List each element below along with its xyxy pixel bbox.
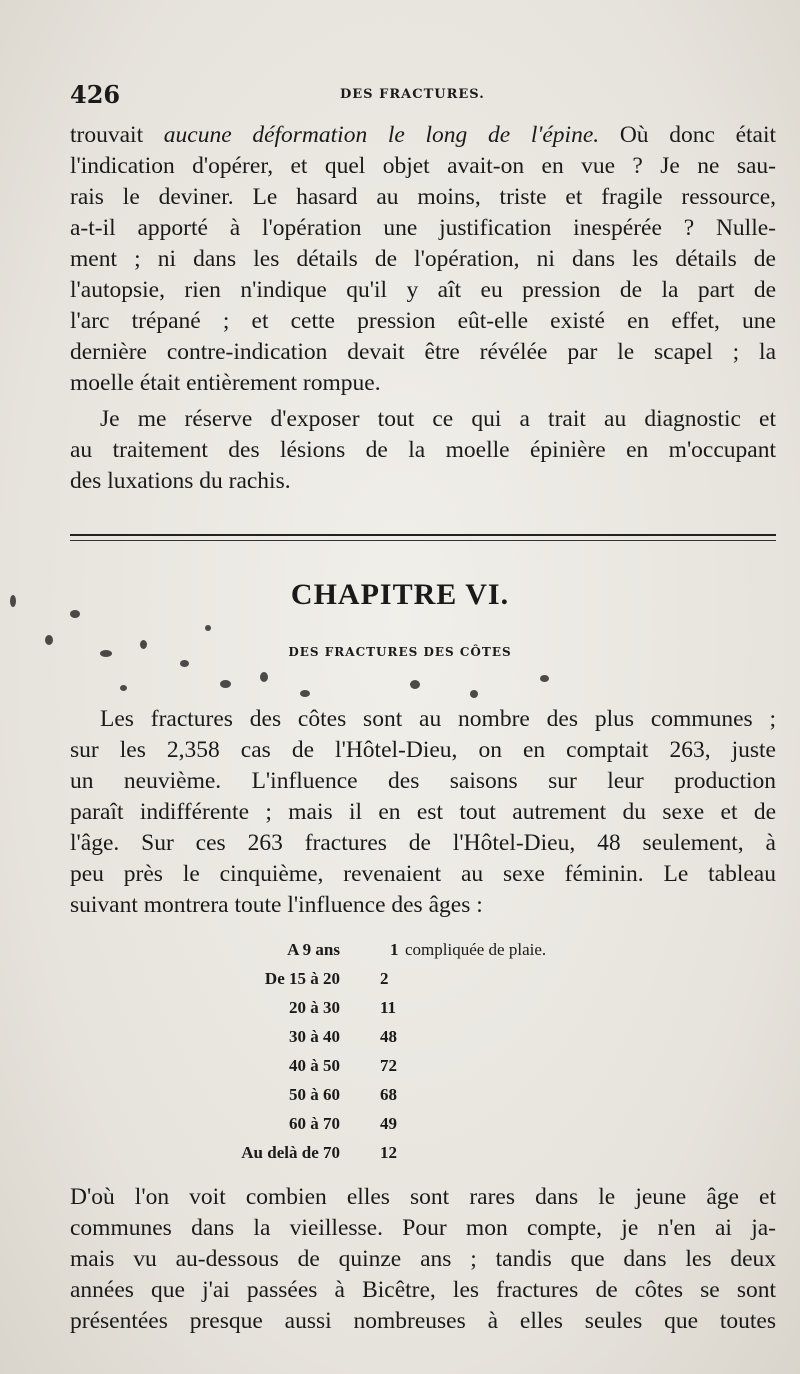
- text-line: a-t-il apporté à l'opération une justification inespérée ? Nulle-: [70, 215, 776, 241]
- age-range: A 9 ans: [287, 940, 340, 959]
- age-range: Au delà de 70: [241, 1143, 340, 1162]
- age-range: 50 à 60: [289, 1085, 340, 1104]
- text-line: présentées presque aussi nombreuses à elles seules que toutes: [70, 1308, 776, 1334]
- table-row: [200, 969, 620, 998]
- text-line: l'arc trépané ; et cette pression eût-elle existé en effet, une: [70, 308, 776, 334]
- age-range: 20 à 30: [289, 998, 340, 1017]
- text-line: Je me réserve d'exposer tout ce qui a trait au diagnostic et: [100, 406, 776, 432]
- age-range: 30 à 40: [289, 1027, 340, 1046]
- page-number: 426: [70, 80, 121, 109]
- text-line: l'autopsie, rien n'indique qu'il y aît eu pression de la part de: [70, 277, 776, 303]
- text-line: des luxations du rachis.: [70, 468, 291, 494]
- text-line: l'âge. Sur ces 263 fractures de l'Hôtel-Dieu, 48 seulement, à: [70, 830, 776, 856]
- fracture-count: 11: [380, 998, 397, 1017]
- ink-stain: [10, 595, 16, 607]
- ink-stain: [470, 690, 478, 698]
- text-line: années que j'ai passées à Bicêtre, les fractures de côtes se sont: [70, 1277, 776, 1303]
- ink-stain: [180, 660, 189, 667]
- text-line: ment ; ni dans les détails de l'opération, ni dans les détails de: [70, 246, 776, 272]
- text-line: moelle était entièrement rompue.: [70, 370, 381, 396]
- text-line: peu près le cinquième, revenaient au sexe féminin. Le tableau: [70, 861, 776, 887]
- section-title: DES FRACTURES DES CÔTES: [288, 645, 512, 659]
- fracture-count: 12: [380, 1143, 397, 1162]
- ink-stain: [540, 675, 549, 682]
- table-row: [200, 1056, 620, 1085]
- chapter-title: CHAPITRE VI.: [290, 578, 510, 611]
- section-rule-thin: [70, 540, 776, 541]
- ink-stain: [100, 650, 112, 657]
- table-row: [200, 1143, 620, 1172]
- ink-stain: [300, 690, 310, 697]
- emphasis: aucune déformation le long de l'épine.: [163, 122, 600, 148]
- age-range: 60 à 70: [289, 1114, 340, 1133]
- text-line: trouvait aucune déformation le long de l'épine. Où donc était: [70, 122, 777, 148]
- fracture-count: 1: [390, 940, 399, 959]
- running-title: DES FRACTURES.: [340, 87, 485, 102]
- paragraph-4: [70, 1182, 776, 1337]
- fracture-count: 2: [380, 969, 389, 988]
- section-rule: [70, 534, 776, 536]
- text-line: dernière contre-indication devait être révélée par le scapel ; la: [70, 339, 776, 365]
- table-row: [200, 1085, 620, 1114]
- text-line: paraît indifférente ; mais il en est tout autrement du sexe et de: [70, 799, 776, 825]
- age-range: De 15 à 20: [264, 969, 340, 988]
- table-row: [200, 998, 620, 1027]
- ink-stain: [410, 680, 420, 689]
- paragraph-3: [70, 704, 776, 921]
- fracture-count: 49: [380, 1114, 397, 1133]
- paragraph-2: [70, 404, 776, 497]
- fracture-count: 68: [380, 1085, 397, 1104]
- fracture-count: 48: [380, 1027, 397, 1046]
- text-line: sur les 2,358 cas de l'Hôtel-Dieu, on en comptait 263, juste: [70, 737, 776, 763]
- text-line: l'indication d'opérer, et quel objet avait-on en vue ? Je ne sau-: [70, 153, 776, 179]
- ink-stain: [45, 635, 53, 645]
- text-line: mais vu au-dessous de quinze ans ; tandis que dans les deux: [70, 1246, 776, 1272]
- text-line: au traitement des lésions de la moelle épinière en m'occupant: [70, 437, 776, 463]
- age-range: 40 à 50: [289, 1056, 340, 1075]
- ink-stain: [260, 672, 268, 682]
- text-line: un neuvième. L'influence des saisons sur leur production: [70, 768, 776, 794]
- ink-stain: [220, 680, 231, 688]
- ink-stain: [140, 640, 147, 649]
- text-line: rais le deviner. Le hasard au moins, triste et fragile ressource,: [70, 184, 776, 210]
- ink-stain: [120, 685, 127, 691]
- paragraph-1: [70, 120, 776, 399]
- age-table: [200, 940, 620, 1172]
- page-header: [70, 80, 770, 110]
- text-line: D'où l'on voit combien elles sont rares dans le jeune âge et: [70, 1184, 776, 1210]
- text-line: Les fractures des côtes sont au nombre des plus communes ;: [100, 706, 776, 732]
- text-line: suivant montrera toute l'influence des âges :: [70, 892, 483, 918]
- text-line: communes dans la vieillesse. Pour mon compte, je n'en ai ja-: [70, 1215, 776, 1241]
- row-note: compliquée de plaie.: [405, 940, 547, 959]
- table-row: [200, 940, 620, 969]
- table-row: [200, 1027, 620, 1056]
- ink-stain: [205, 625, 211, 631]
- fracture-count: 72: [380, 1056, 397, 1075]
- table-row: [200, 1114, 620, 1143]
- ink-stain: [70, 610, 80, 618]
